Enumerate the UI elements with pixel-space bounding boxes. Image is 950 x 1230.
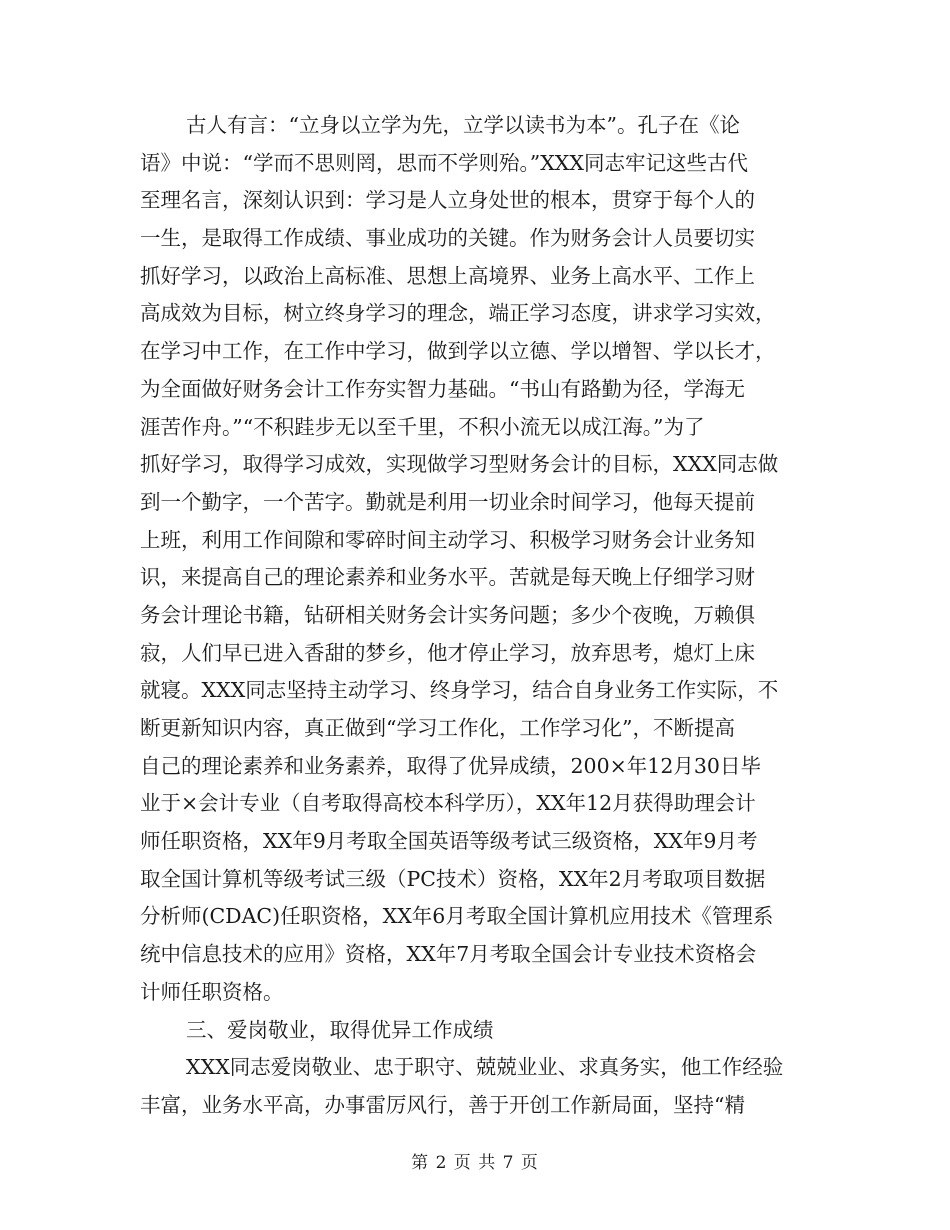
text-line: 分析师(CDAC)任职资格，XX年6月考取全国计算机应用技术《管理系 [140,904,774,929]
document-body [140,107,812,1125]
text-line: 识，来提高自己的理论素养和业务水平。苦就是每天晚上仔细学习财 [140,565,755,590]
text-line: 抓好学习，以政治上高标准、思想上高境界、业务上高水平、工作上 [140,263,755,288]
text-line: 业于×会计专业（自考取得高校本科学历），XX年12月获得助理会计 [140,791,756,816]
text-line: 务会计理论书籍，钻研相关财务会计实务问题；多少个夜晚，万赖俱 [140,602,755,627]
text-line: 一生，是取得工作成绩、事业成功的关键。作为财务会计人员要切实 [140,226,755,251]
text-line: 寂，人们早已进入香甜的梦乡，他才停止学习，放弃思考，熄灯上床 [140,640,755,665]
text-line: 至理名言，深刻认识到：学习是人立身处世的根本，贯穿于每个人的 [140,188,755,213]
text-line: 高成效为目标，树立终身学习的理念，端正学习态度，讲求学习实效， [140,301,776,326]
text-line: 上班，利用工作间隙和零碎时间主动学习、积极学习财务会计业务知 [140,527,755,552]
text-line: 统中信息技术的应用》资格，XX年7月考取全国会计专业技术资格会 [140,942,757,967]
text-line: 丰富，业务水平高，办事雷厉风行，善于开创工作新局面，坚持“精 [140,1092,745,1117]
text-line: 师任职资格，XX年9月考取全国英语等级考试三级资格，XX年9月考 [140,829,758,854]
section-heading: 三、爱岗敬业，取得优异工作成绩 [186,1017,494,1042]
text-line: 取全国计算机等级考试三级（PC技术）资格，XX年2月考取项目数据 [140,866,766,891]
text-line: 计师任职资格。 [140,979,284,1004]
text-line: 涯苦作舟。”“不积跬步无以至千里，不积小流无以成江海。”为了 [140,414,705,439]
text-line: 语》中说：“学而不思则罔，思而不学则殆。”XXX同志牢记这些古代 [140,150,748,175]
text-line: 到一个勤字，一个苦字。勤就是利用一切业余时间学习，他每天提前 [140,489,755,514]
text-line: 为全面做好财务会计工作夯实智力基础。“书山有路勤为径，学海无 [140,376,745,401]
text-line: 自己的理论素养和业务素养，取得了优异成绩，200×年12月30日毕 [140,753,761,778]
text-line: 抓好学习，取得学习成效，实现做学习型财务会计的目标，XXX同志做 [140,452,779,477]
text-line: XXX同志爱岗敬业、忠于职守、兢兢业业、求真务实，他工作经验 [186,1055,784,1080]
text-line: 古人有言：“立身以立学为先，立学以读书为本”。孔子在《论 [186,113,740,137]
text-line: 就寝。XXX同志坚持主动学习、终身学习，结合自身业务工作实际，不 [140,678,779,703]
text-line: 断更新知识内容，真正做到“学习工作化，工作学习化”，不断提高 [140,716,735,740]
page-number-footer: 第 2 页 共 7 页 [411,1153,539,1173]
text-line: 在学习中工作，在工作中学习，做到学以立德、学以增智、学以长才， [140,339,776,364]
